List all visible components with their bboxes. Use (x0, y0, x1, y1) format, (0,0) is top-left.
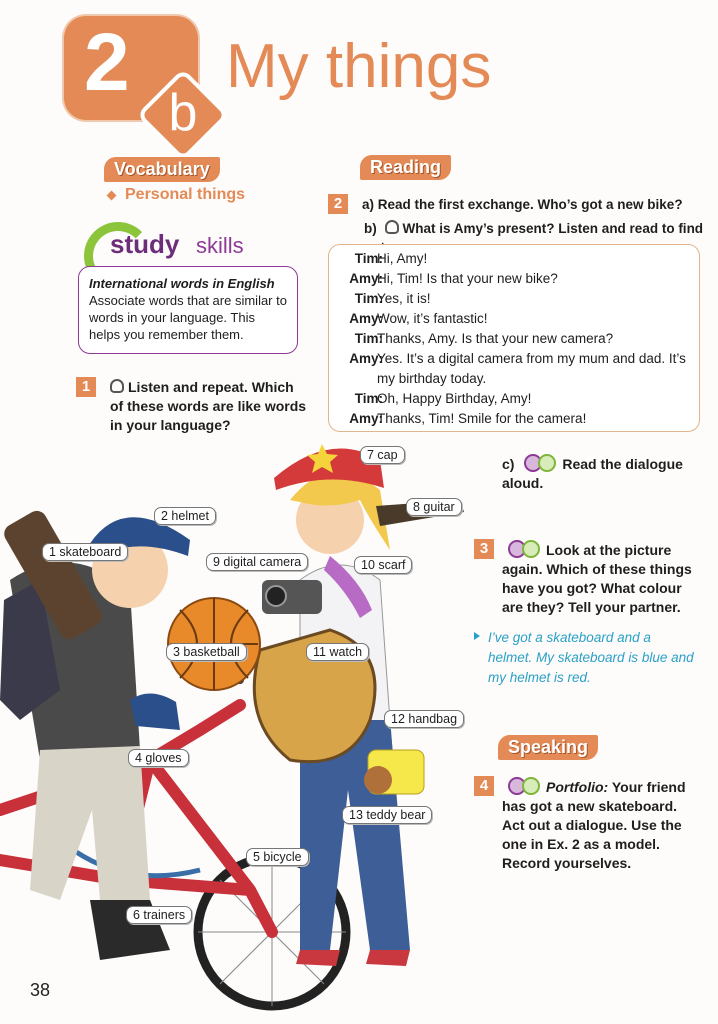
exercise-2b-prefix: b) (364, 221, 377, 236)
pair-work-icon (538, 454, 556, 472)
label-guitar: 8 guitar (406, 498, 462, 516)
exercise-1-instruction: Listen and repeat. Which of these words are like words in your language? (110, 379, 307, 433)
dialogue-speaker: Tim: (354, 331, 383, 346)
dialogue-speaker: Amy: (349, 271, 383, 286)
exercise-4-text (502, 777, 694, 873)
label-handbag: 12 handbag (384, 710, 464, 728)
label-helmet: 2 helmet (154, 507, 216, 525)
exercise-3-text (502, 540, 698, 617)
label-teddy-bear: 13 teddy bear (342, 806, 432, 824)
label-skateboard: 1 skateboard (42, 543, 128, 561)
dialogue-speaker: Tim: (354, 251, 383, 266)
exercise-2a-text: a) Read the first exchange. Who’s got a new bike? (362, 197, 683, 212)
dialogue-text: Yes. It’s a digital camera from my mum and dad. It’s my birthday today. (377, 351, 686, 386)
dialogue-speaker: Amy: (349, 311, 383, 326)
dialogue-text: Hi, Amy! (377, 251, 428, 266)
dialogue-text: Hi, Tim! Is that your new bike? (377, 271, 558, 286)
portfolio-label: Portfolio: (546, 779, 609, 795)
exercise-2b-text: What is Amy’s present? Listen and read to find (402, 221, 704, 236)
exercise-2c-text: Read the dialogue aloud. (502, 456, 683, 491)
listen-icon (110, 379, 124, 393)
dialogue-text: Yes, it is! (377, 291, 431, 306)
vocabulary-item (108, 186, 245, 204)
study-skills-box (78, 266, 298, 354)
pair-work-icon (522, 540, 540, 558)
dialogue-text: Wow, it’s fantastic! (377, 311, 488, 326)
diamond-bullet-icon (107, 191, 117, 201)
listen-icon (385, 220, 399, 234)
study-skills-box-text: Associate words that are similar to words in your language. This helps you remember them. (89, 293, 287, 342)
exercise-2-number: 2 (328, 194, 348, 214)
girl-shoes (296, 950, 410, 966)
dialogue-box (328, 244, 700, 432)
exercise-1-number: 1 (76, 377, 96, 397)
exercise-3-instruction: Look at the picture again. Which of these things have you got? What colour are they? Tell your partner. (502, 542, 692, 615)
study-skills-study: study (110, 229, 180, 259)
exercise-1-text (110, 378, 310, 435)
exercise-4-instruction: Your friend has got a new skateboard. Act out a dialogue. Use the one in Ex. 2 as a model. Record yourselves. (502, 779, 686, 871)
exercise-3-number: 3 (474, 539, 494, 559)
pair-work-icon (522, 777, 540, 795)
label-scarf: 10 scarf (354, 556, 412, 574)
reading-heading: Reading (360, 155, 451, 180)
boy-gloves (130, 693, 180, 730)
dialogue-text: Thanks, Amy. Is that your new camera? (377, 331, 614, 346)
speaking-heading: Speaking (498, 735, 598, 760)
dialogue-speaker: Tim: (354, 291, 383, 306)
page-number: 38 (30, 980, 51, 1000)
label-bicycle: 5 bicycle (246, 848, 309, 866)
dialogue-speaker: Tim: (354, 391, 383, 406)
study-skills-skills: skills (196, 233, 244, 258)
page-title: My things (226, 32, 492, 101)
label-digital-camera: 9 digital camera (206, 553, 308, 571)
exercise-3-example: I’ve got a skateboard and a helmet. My skateboard is blue and my helmet is red. (488, 630, 694, 685)
dialogue-speaker: Amy: (349, 411, 383, 426)
label-cap: 7 cap (360, 446, 405, 464)
teddy-bear (364, 766, 392, 794)
study-skills-box-title: International words in English (89, 276, 275, 291)
exercise-2c (502, 454, 702, 493)
vocabulary-item-label: Personal things (125, 186, 246, 203)
label-basketball: 3 basketball (166, 643, 247, 661)
unit-number: 2 (84, 17, 130, 108)
label-gloves: 4 gloves (128, 749, 189, 767)
exercise-2c-prefix: c) (502, 456, 515, 472)
label-watch: 11 watch (306, 643, 369, 661)
unit-letter: b (168, 84, 198, 142)
vocabulary-heading: Vocabulary (104, 157, 220, 182)
dialogue-speaker: Amy: (349, 351, 383, 366)
exercise-4-number: 4 (474, 776, 494, 796)
dialogue-text: Thanks, Tim! Smile for the camera! (377, 411, 587, 426)
dialogue-text: Oh, Happy Birthday, Amy! (377, 391, 532, 406)
label-trainers: 6 trainers (126, 906, 192, 924)
